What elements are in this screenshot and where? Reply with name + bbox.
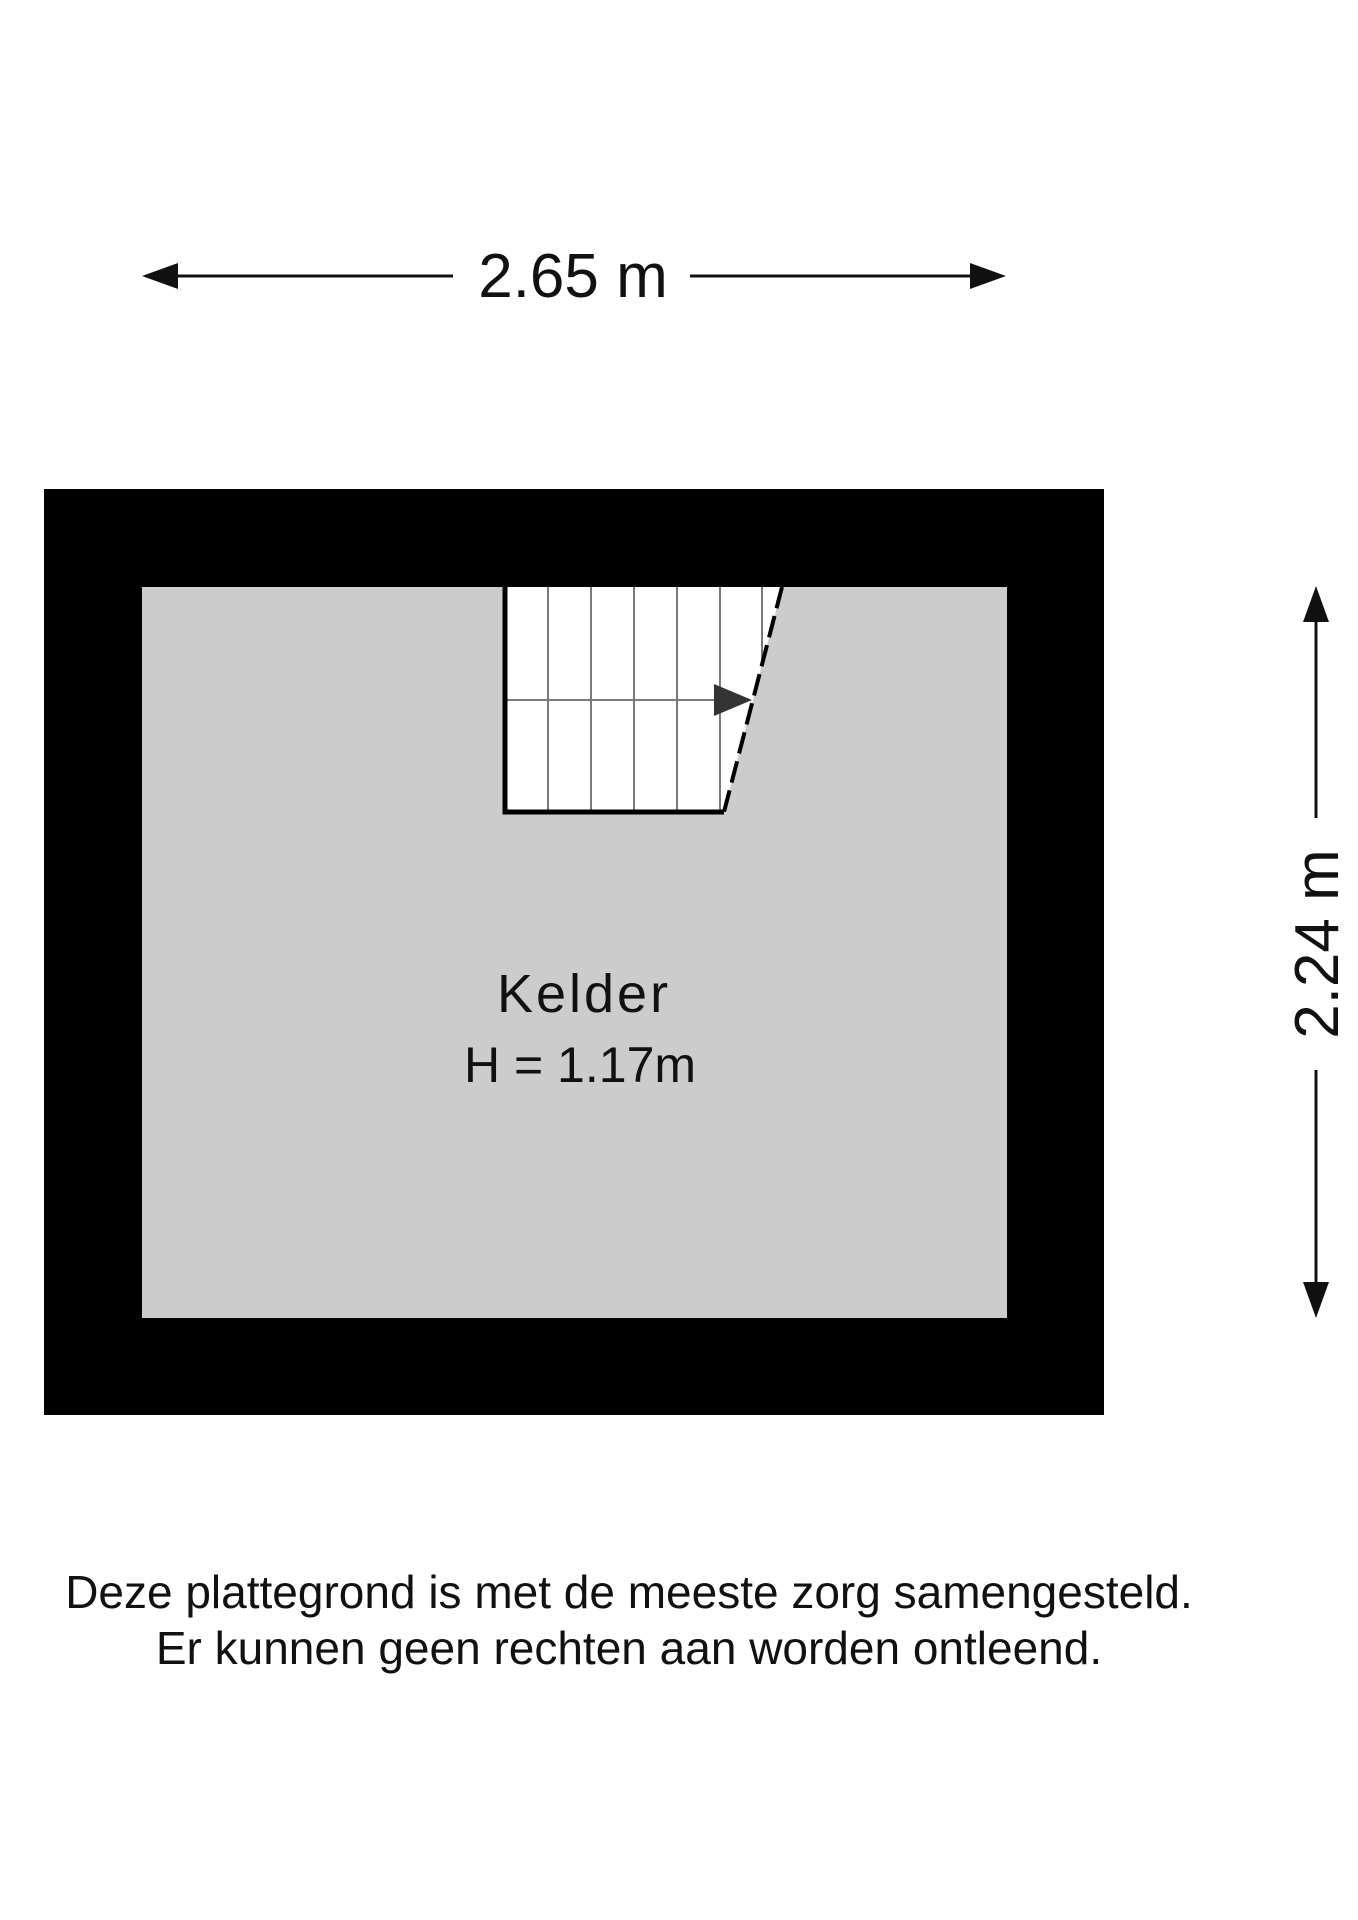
room-height: H = 1.17m [463,1037,697,1093]
disclaimer-line-1: Deze plattegrond is met de meeste zorg samengesteld. [65,1566,1193,1618]
height-dimension [1283,586,1352,1318]
height-label: 2.24 m [1283,849,1352,1039]
room-name: Kelder [496,964,672,1024]
width-label: 2.65 m [478,242,668,311]
disclaimer-line-2: Er kunnen geen rechten aan worden ontleend. [155,1622,1103,1674]
width-dimension [142,242,1006,311]
